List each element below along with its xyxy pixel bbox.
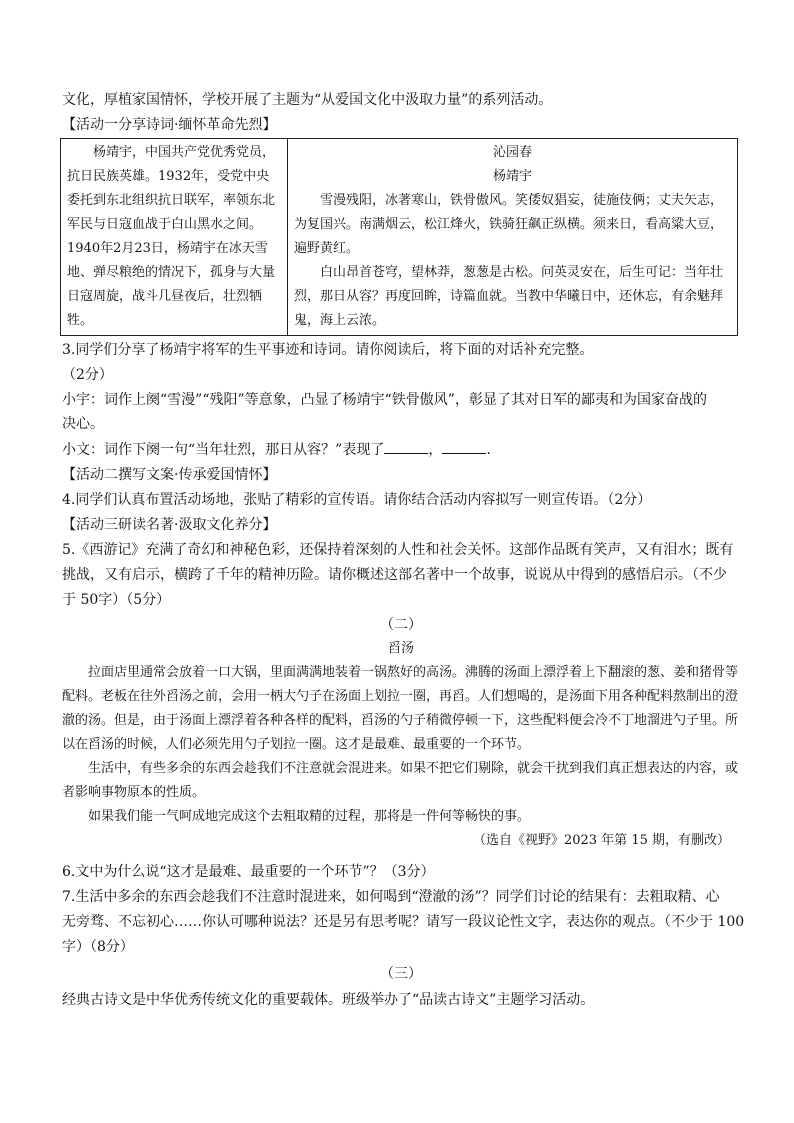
passage-source: （选自《视野》2023 年第 15 期，有删改） [472,833,730,848]
q5-line2: 挑战，又有启示，横跨了千年的精神历险。请你概述这部名著中一个故事，说说从中得到的感悟启示。（不少 [62,567,727,583]
q5-line1: 5.《西游记》充满了奇幻和神秘色彩，还保持着深刻的人性和社会关怀。这部作品既有笑声，又有泪水；既有 [62,542,734,558]
poem-table [60,138,738,336]
section3-heading: （三） [380,966,422,982]
poem-author: 杨靖宇 [492,169,532,184]
passage-paragraph-2: 生活中，有些多余的东西会趁我们不注意就会混进来。如果不把它们剔除，就会干扰到我们真正想表达的内容，或者影响事物原本的性质。 [62,761,739,800]
q3-xiaowen-end: . [486,442,491,458]
bio-text: 杨靖宇，中国共产党优秀党员，抗日民族英雄。1932年，受党中央委托到东北组织抗日联军，率领东北军民与日寇血战于白山黑水之间。1940年2月23日，杨靖宇在冰天雪地、弹尽粮绝的情况下，孤身与大量日寇周旋，战斗几昼夜后，壮烈牺牲。 [67,145,276,328]
poem-stanza-2: 白山昂首苍穹，望林莽，葱葱是古松。问英灵安在，后生可记：当年壮烈，那日从容？再度回眸，诗篇血就。当教中华曦日中，还休忘，有余魅拜鬼，海上云浓。 [294,265,724,328]
q6-text: 6.文中为什么说“这才是最难、最重要的一个环节”？（3分） [62,864,435,880]
passage [62,661,738,853]
q3-xiaowen-text: 小文：词作下阕一句“当年壮烈，那日从容？”表现了 [62,442,385,458]
activity2-title: 【活动二撰写文案·传承爱国情怀】 [62,467,277,483]
answer-blank-1[interactable] [384,439,428,454]
bio-cell [61,139,288,336]
q7-line1: 7.生活中多余的东西会趁我们不注意时混进来，如何喝到“澄澈的汤”？同学们讨论的结果有：去粗取精、心 [62,889,720,905]
section2-heading: （二） [380,617,422,633]
passage-paragraph-1: 拉面店里通常会放着一口大锅，里面满满地装着一锅熬好的高汤。沸腾的汤面上漂浮着上下翻滚的葱、姜和猪骨等配料。老板在往外舀汤之前，会用一柄大勺子在汤面上划拉一圈，再舀。人们想喝的，是汤面下用各种配料熬制出的澄澈的汤。但是，由于汤面上漂浮着各种各样的配料，舀汤的勺子稍微停顿一下，这些配料便会冷不丁地溜进勺子里。所以在舀汤的时候，人们必须先用勺子划拉一圈。这才是最难、最重要的一个环节。 [62,665,739,752]
q5-line3: 于 50字）（5分） [62,592,171,608]
answer-blank-2[interactable] [442,439,486,454]
q3-xiaoyu-line1: 小宇：词作上阕“雪漫”“残阳”等意象，凸显了杨靖宇“铁骨傲风”，彰显了其对日军的鄙夷和为国家奋战的 [62,392,707,408]
section2-title: 舀汤 [387,641,414,656]
q7-line2: 无旁骛、不忘初心……你认可哪种说法？还是另有思考呢？请写一段议论性文字，表达你的观点。（不少于 100 [62,914,745,930]
q4-text: 4.同学们认真布置活动场地，张贴了精彩的宣传语。请你结合活动内容拟写一则宣传语。（2分） [62,492,652,508]
section3-intro: 经典古诗文是中华优秀传统文化的重要载体。班级举办了“品读古诗文”主题学习活动。 [62,992,595,1008]
poem-cell [288,139,738,336]
q3-score: （2分） [62,367,113,383]
activity3-title: 【活动三研读名著·汲取文化养分】 [62,517,277,533]
q3-stem: 3.同学们分享了杨靖宇将军的生平事迹和诗词。请你阅读后，将下面的对话补充完整。 [62,342,594,358]
q3-xiaowen-line [62,438,740,462]
activity1-title: 【活动一分享诗词·缅怀革命先烈】 [62,117,277,133]
poem-stanza-1: 雪漫残阳，冰著寒山，铁骨傲风。笑倭奴猖妄，徒施伎俩；丈夫矢志，为复国兴。南满烟云，松江烽火，铁骑狂飙正纵横。须来日，看高粱大豆，遍野黄红。 [294,193,724,256]
q7-line3: 字）（8分） [62,939,134,955]
passage-paragraph-3: 如果我们能一气呵成地完成这个去粗取精的过程，那将是一件何等畅快的事。 [88,809,531,824]
q3-xiaoyu-line2: 决心。 [62,416,104,432]
poem-title: 沁园春 [492,145,532,160]
q3-xiaowen-sep: ， [428,442,443,458]
intro-line: 文化，厚植家国情怀，学校开展了主题为“从爱国文化中汲取力量”的系列活动。 [62,92,553,108]
